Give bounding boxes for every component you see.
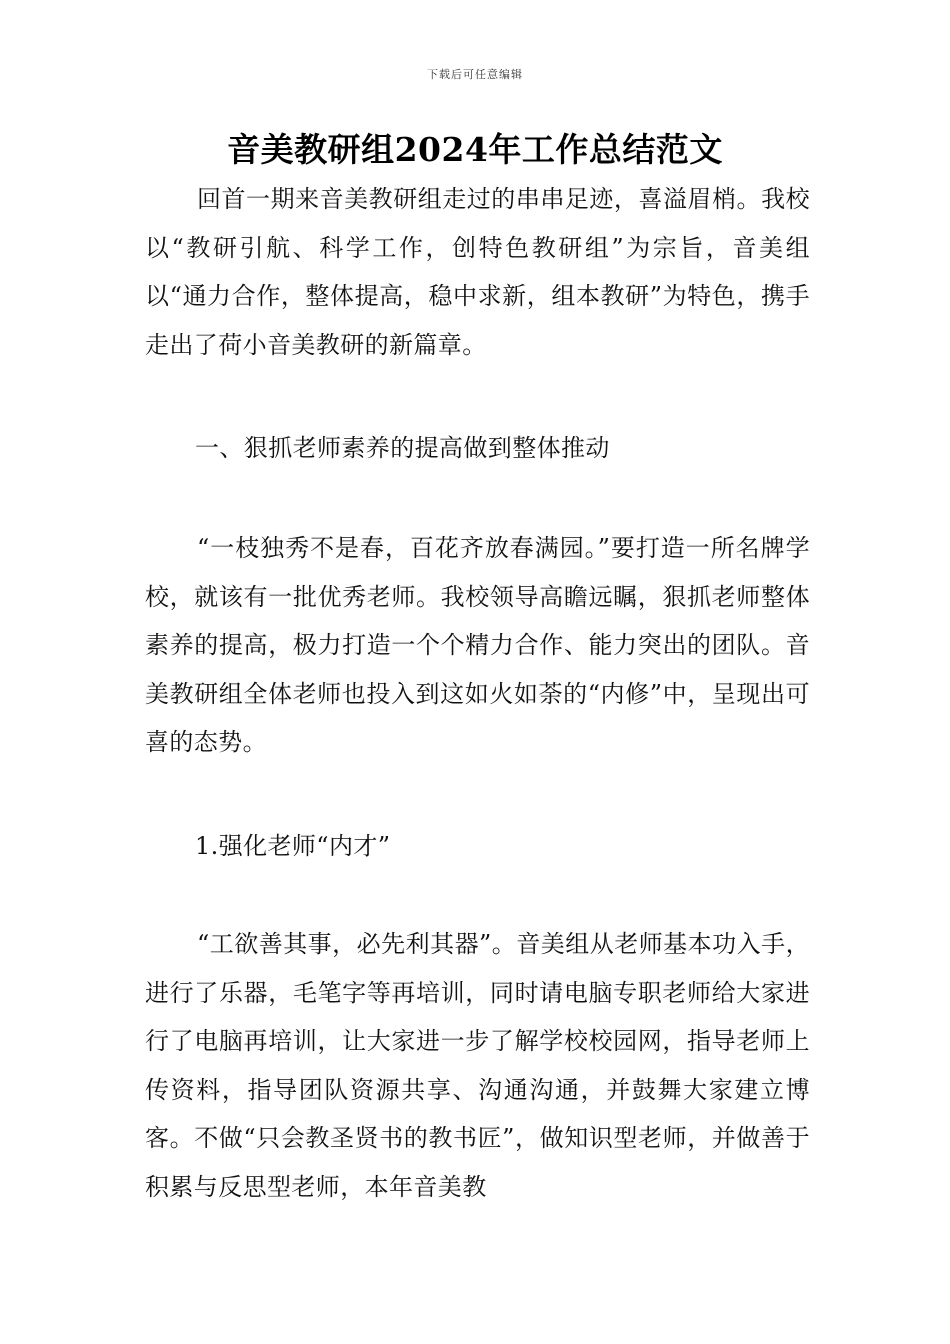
paragraph-section-1: “一枝独秀不是春，百花齐放春满园。”要打造一所名牌学校，就该有一批优秀老师。我校领导高瞻远瞩，狠抓老师整体素养的提高，极力打造一个个精力合作、能力突出的团队。音美教研组全体老师也投入到这如火如荼的“内修”中，呈现出可喜的态势。 bbox=[145, 534, 810, 756]
paragraph-intro: 回首一期来音美教研组走过的串串足迹，喜溢眉梢。我校以“教研引航、科学工作，创特色教研组”为宗旨，音美组以“通力合作，整体提高，稳中求新，组本教研”为特色，携手走出了荷小音美教研的新篇章。 bbox=[145, 185, 810, 359]
header-note: 下载后可任意编辑 bbox=[427, 68, 523, 81]
paragraph-subsection-1: “工欲善其事，必先利其器”。音美组从老师基本功入手，进行了乐器，毛笔字等再培训，同时请电脑专职老师给大家进行了电脑再培训，让大家进一步了解学校校园网，指导老师上传资料，指导团队资源共享、沟通沟通，并鼓舞大家建立博客。不做“只会教圣贤书的教书匠”，做知识型老师，并做善于积累与反思型老师，本年音美教 bbox=[145, 930, 810, 1201]
document-title: 音美教研组2024年工作总结范文 bbox=[227, 130, 723, 169]
subsection-heading-1: 1.强化老师“内才” bbox=[195, 832, 391, 860]
section-heading-1: 一、狠抓老师素养的提高做到整体推动 bbox=[195, 434, 610, 462]
